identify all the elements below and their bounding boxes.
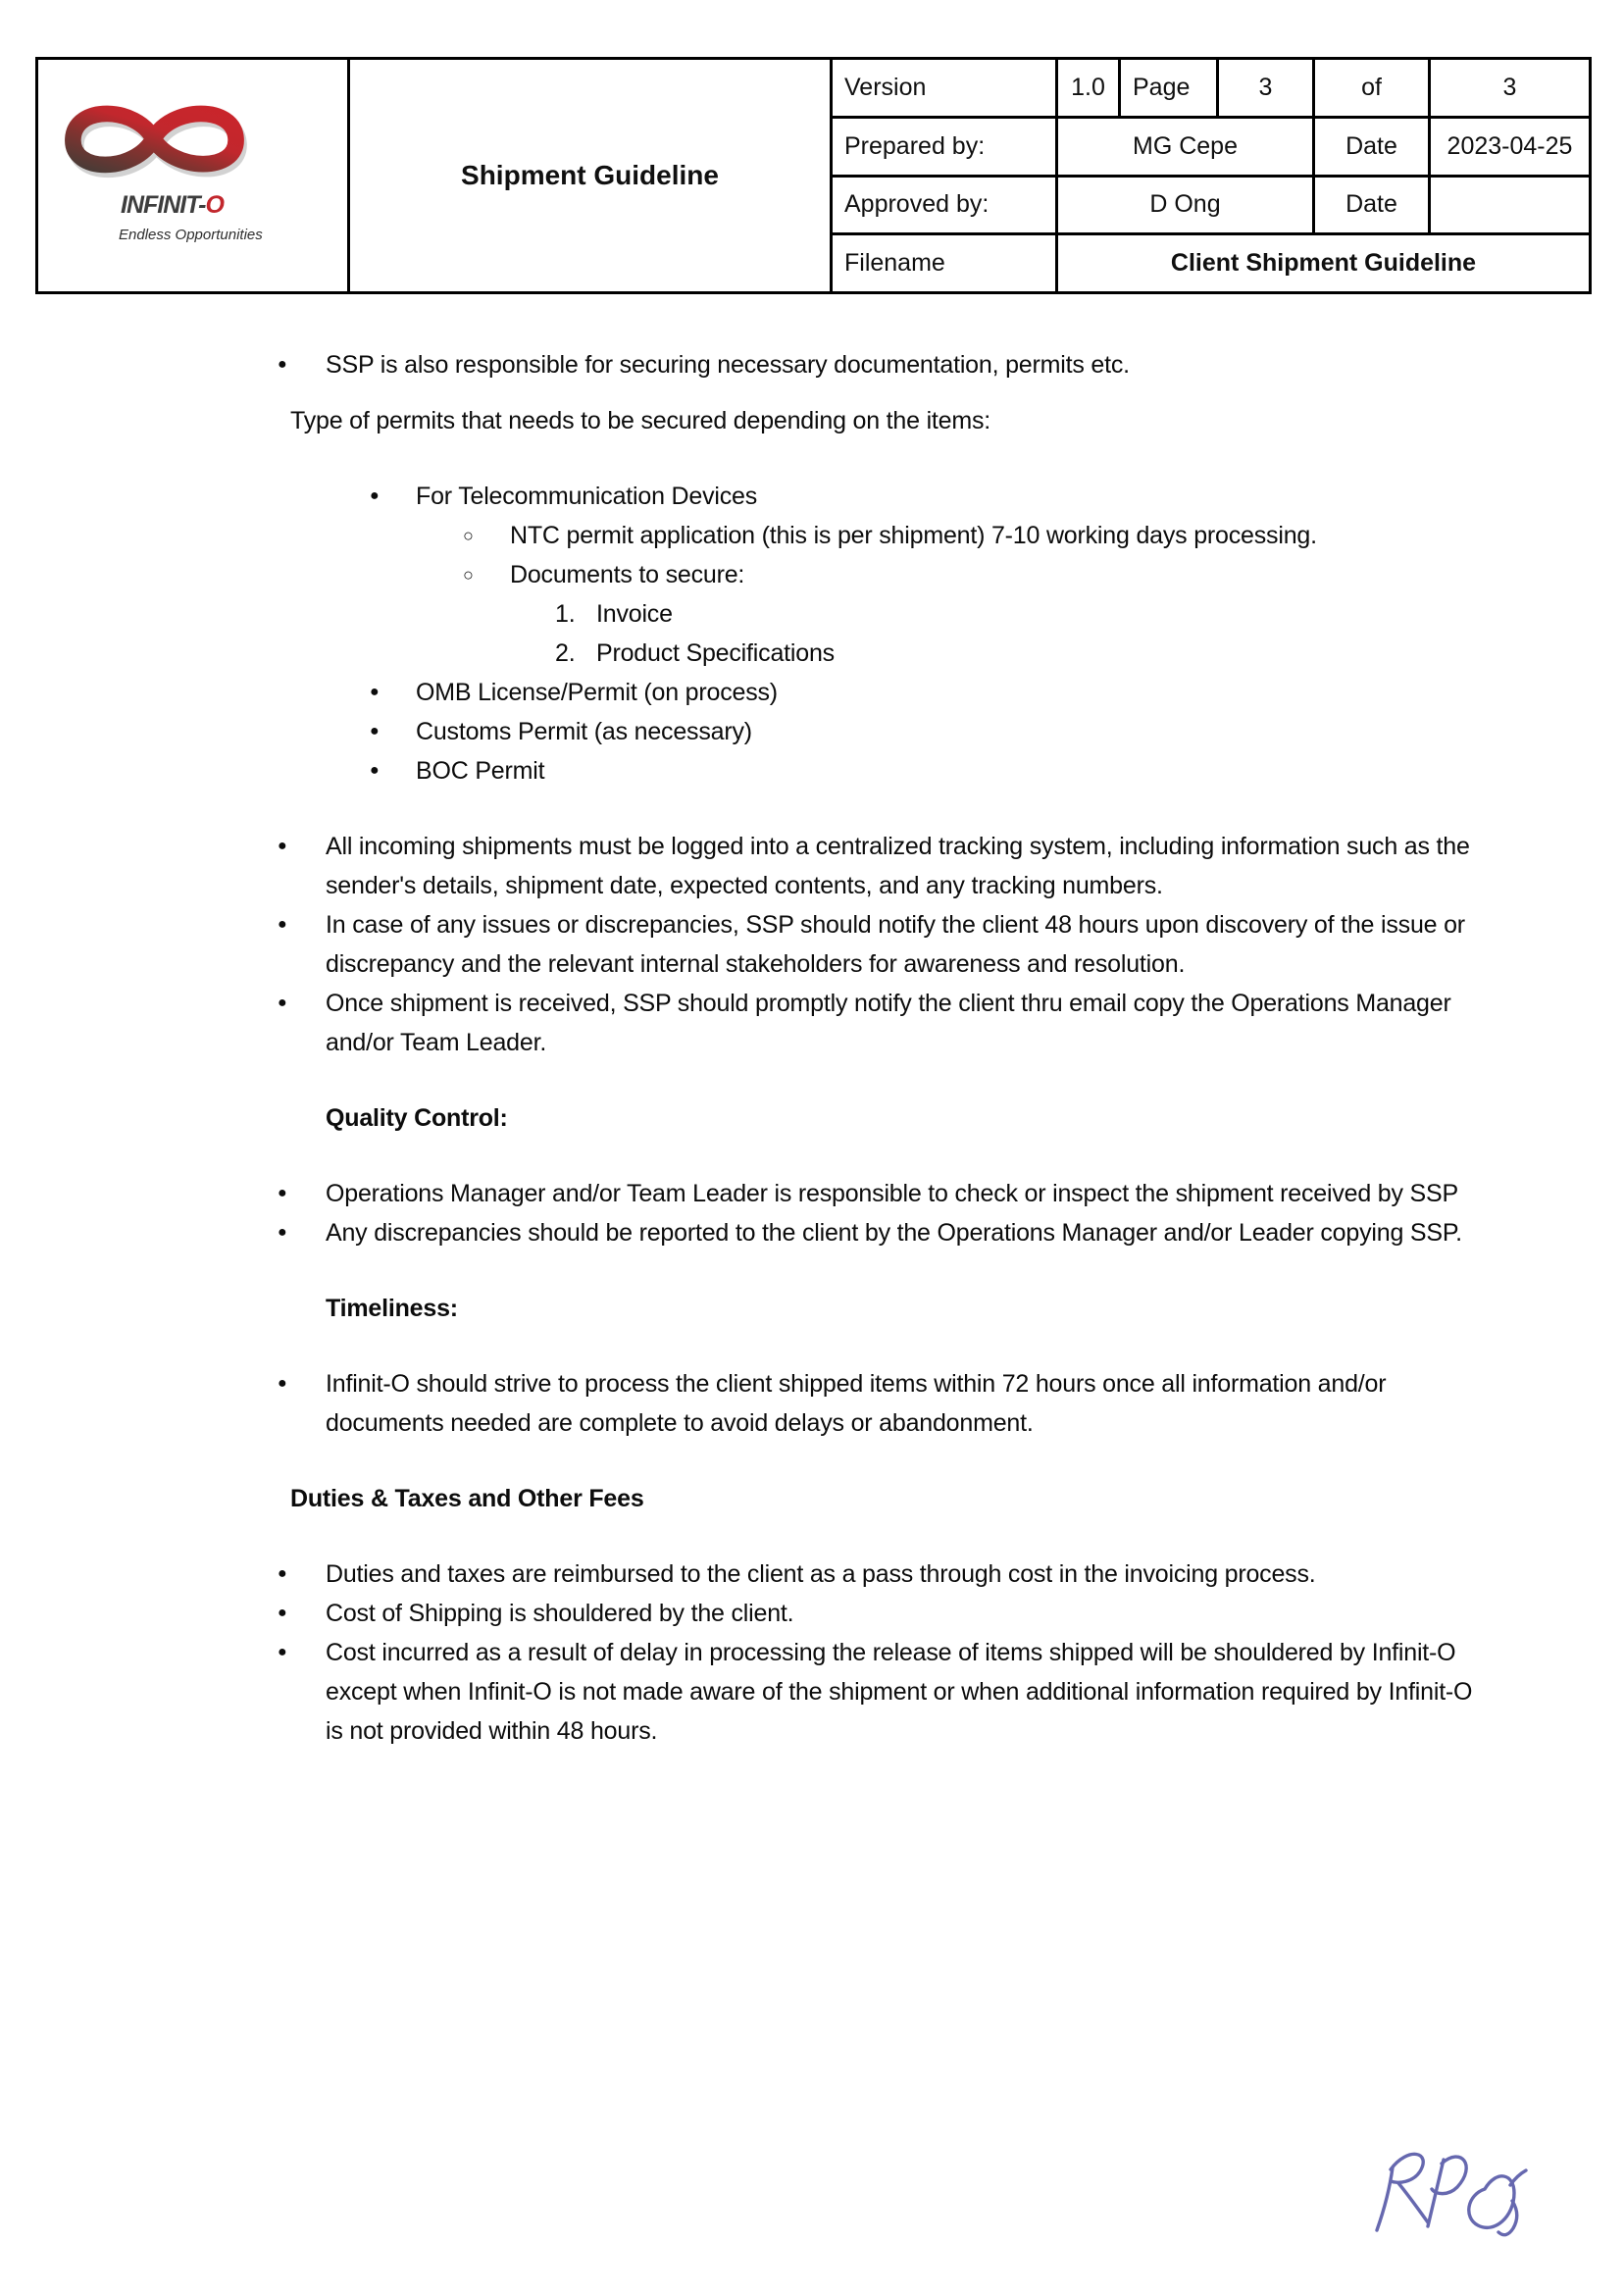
text: In case of any issues or discrepancies, SSP should notify the client 48 hours upon discovery of the issue or discrepancy and the relevant internal stakeholders for awareness and resolution. [326, 911, 1465, 978]
prepared-date-value: 2023-04-25 [1430, 117, 1591, 176]
text: Quality Control: [326, 1104, 508, 1132]
sub-bullet-item [0, 477, 1624, 516]
bullet-icon: ● [278, 1224, 287, 1241]
text: Documents to secure: [510, 561, 745, 588]
text: OMB License/Permit (on process) [416, 679, 778, 706]
text: BOC Permit [416, 757, 545, 785]
sub-bullet-item [0, 751, 1624, 790]
circle-bullet-icon: ○ [463, 526, 474, 545]
section-heading [0, 1098, 1624, 1138]
prepared-by-value: MG Cepe [1057, 117, 1314, 176]
text: NTC permit application (this is per shipment) 7-10 working days processing. [510, 522, 1317, 549]
text: Type of permits that needs to be secured depending on the items: [290, 407, 991, 434]
logo-cell [37, 59, 349, 293]
numbered-item [0, 634, 1624, 673]
approved-by-label: Approved by: [832, 176, 1057, 234]
bullet-icon: ● [370, 487, 380, 504]
bullet-item [0, 1594, 1624, 1633]
bullet-item [0, 905, 1624, 984]
text: Operations Manager and/or Team Leader is responsible to check or inspect the shipment received by SSP [326, 1180, 1458, 1207]
section-heading [0, 1479, 1624, 1518]
text: Product Specifications [596, 639, 835, 667]
numbered-item [0, 594, 1624, 634]
bullet-item [0, 1174, 1624, 1213]
text: Once shipment is received, SSP should promptly notify the client thru email copy the Operations Manager and/or Team Leader. [326, 990, 1451, 1056]
filename-label: Filename [832, 234, 1057, 293]
bullet-item [0, 1555, 1624, 1594]
brand-tagline: Endless Opportunities [119, 227, 263, 243]
text: Infinit-O should strive to process the client shipped items within 72 hours once all information and/or documents needed are complete to avoid delays or abandonment. [326, 1370, 1387, 1437]
approved-date-value [1430, 176, 1591, 234]
text: For Telecommunication Devices [416, 483, 758, 510]
prepared-by-label: Prepared by: [832, 117, 1057, 176]
bullet-item [0, 1633, 1624, 1751]
approved-by-value: D Ong [1057, 176, 1314, 234]
sub-bullet-item [0, 712, 1624, 751]
header-table [35, 57, 1592, 294]
company-logo [38, 60, 347, 291]
text: Duties and taxes are reimbursed to the client as a pass through cost in the invoicing process. [326, 1560, 1316, 1588]
text: Duties & Taxes and Other Fees [290, 1485, 644, 1512]
section-heading [0, 1289, 1624, 1328]
page-label: Page [1120, 59, 1218, 118]
bullet-icon: ● [278, 1185, 287, 1201]
bullet-icon: ● [278, 1644, 287, 1660]
bullet-icon: ● [370, 723, 380, 739]
number-label: 2. [555, 639, 576, 667]
of-label: of [1314, 59, 1430, 118]
brand-o: O [205, 191, 224, 219]
bullet-icon: ● [370, 684, 380, 700]
paragraph [0, 401, 1624, 440]
circle-bullet-icon: ○ [463, 565, 474, 585]
infinity-logo-icon [48, 79, 259, 202]
bullet-item [0, 984, 1624, 1062]
bullet-item [0, 1213, 1624, 1252]
text: All incoming shipments must be logged into a centralized tracking system, including information such as the sender's details, shipment date, expected contents, and any tracking numbers. [326, 833, 1470, 899]
filename-value: Client Shipment Guideline [1057, 234, 1591, 293]
bullet-item [0, 827, 1624, 905]
signature-image [1363, 2136, 1530, 2264]
text: Any discrepancies should be reported to the client by the Operations Manager and/or Leader copying SSP. [326, 1219, 1462, 1247]
page-number: 3 [1218, 59, 1314, 118]
text: Timeliness: [326, 1295, 458, 1322]
number-label: 1. [555, 600, 576, 628]
text: Invoice [596, 600, 673, 628]
total-pages: 3 [1430, 59, 1591, 118]
bullet-icon: ● [278, 994, 287, 1011]
brand-name: INFINIT-O [121, 191, 224, 219]
circle-bullet-item [0, 555, 1624, 594]
text: Cost of Shipping is shouldered by the client. [326, 1600, 794, 1627]
circle-bullet-item [0, 516, 1624, 555]
bullet-icon: ● [278, 356, 287, 373]
approved-date-label: Date [1314, 176, 1430, 234]
text: Customs Permit (as necessary) [416, 718, 752, 745]
version-value: 1.0 [1057, 59, 1120, 118]
bullet-icon: ● [278, 1375, 287, 1392]
doc-title: Shipment Guideline [349, 59, 832, 293]
text: Cost incurred as a result of delay in processing the release of items shipped will be shouldered by Infinit-O except when Infinit-O is not made aware of the shipment or when additional information required by Infinit-O is not provided within 48 hours. [326, 1639, 1473, 1745]
bullet-item [0, 345, 1624, 384]
signature-ink-icon [1363, 2136, 1530, 2264]
bullet-icon: ● [370, 762, 380, 779]
bullet-icon: ● [278, 1565, 287, 1582]
bullet-icon: ● [278, 1605, 287, 1621]
version-label: Version [832, 59, 1057, 118]
bullet-icon: ● [278, 838, 287, 854]
document-body [0, 345, 1624, 1751]
bullet-icon: ● [278, 916, 287, 933]
text: SSP is also responsible for securing necessary documentation, permits etc. [326, 351, 1130, 379]
sub-bullet-item [0, 673, 1624, 712]
bullet-item [0, 1364, 1624, 1443]
prepared-date-label: Date [1314, 117, 1430, 176]
